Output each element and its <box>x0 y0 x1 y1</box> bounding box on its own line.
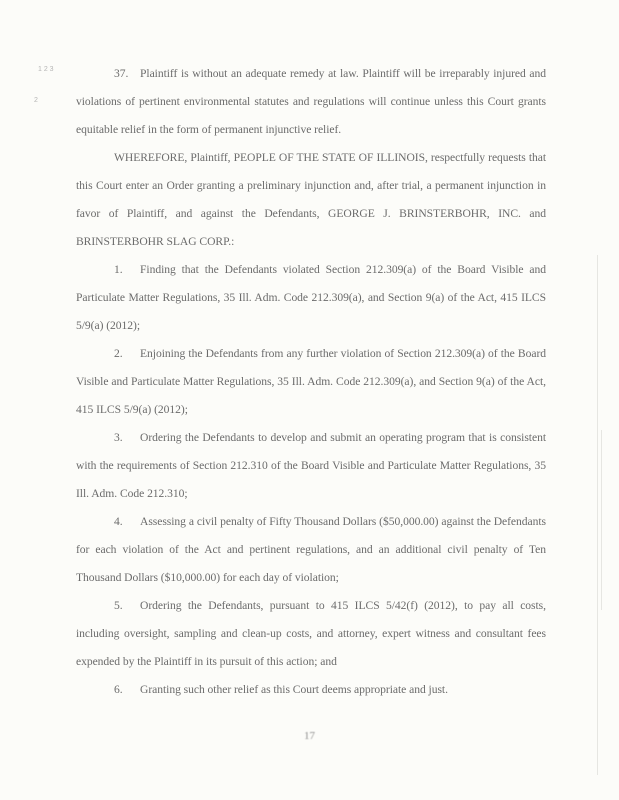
relief-item-1 <box>76 256 546 340</box>
scan-edge-line-2 <box>601 430 602 610</box>
relief-item-4 <box>76 508 546 592</box>
item-text: Assessing a civil penalty of Fifty Thousand Dollars ($50,000.00) against the Defendants for each violation of the Act and pertinent regulations, and an additional civil penalty of Ten Thousand Dollars ($10,000.00) for each day of violation; <box>76 515 546 584</box>
item-text: Ordering the Defendants, pursuant to 415 ILCS 5/42(f) (2012), to pay all costs, including oversight, sampling and clean-up costs, and attorney, expert witness and consultant fees expended by the Plaintiff in its pursuit of this action; and <box>76 599 546 668</box>
item-number: 2. <box>114 347 123 360</box>
item-text: Finding that the Defendants violated Section 212.309(a) of the Board Visible and Particulate Matter Regulations, 35 Ill. Adm. Code 212.309(a), and Section 9(a) of the Act, 415 ILCS 5/9(a) (2012); <box>76 263 546 332</box>
item-number: 1. <box>114 263 123 276</box>
item-text: Granting such other relief as this Court deems appropriate and just. <box>140 683 448 696</box>
page-number: 17 <box>304 730 315 742</box>
item-number: 4. <box>114 515 123 528</box>
relief-item-6 <box>76 676 546 704</box>
scan-mark-top: 1 2 3 <box>38 66 54 73</box>
item-text: Enjoining the Defendants from any further violation of Section 212.309(a) of the Board Visible and Particulate Matter Regulations, 35 Ill. Adm. Code 212.309(a), and Section 9(a) of the Act, 415 ILCS 5/9(a) (2012); <box>76 347 546 416</box>
item-text: Ordering the Defendants to develop and submit an operating program that is consistent with the requirements of Section 212.310 of the Board Visible and Particulate Matter Regulations, 35 Ill. Adm. Code 212.310; <box>76 431 546 500</box>
item-number: 3. <box>114 431 123 444</box>
scan-mark-side: 2 <box>34 97 38 104</box>
wherefore-paragraph <box>76 144 546 256</box>
item-number: 5. <box>114 599 123 612</box>
paragraph-37 <box>76 60 546 144</box>
paragraph-text: WHEREFORE, Plaintiff, PEOPLE OF THE STATE OF ILLINOIS, respectfully requests that this Court enter an Order granting a preliminary injunction and, after trial, a permanent injunction in favor of Plaintiff, and against the Defendants, GEORGE J. BRINSTERBOHR, INC. and BRINSTERBOHR SLAG CORP.: <box>76 151 546 248</box>
relief-item-3 <box>76 424 546 508</box>
paragraph-number: 37. <box>114 67 129 80</box>
paragraph-text: Plaintiff is without an adequate remedy at law. Plaintiff will be irreparably injured and violations of pertinent environmental statutes and regulations will continue unless this Court grants equitable relief in the form of permanent injunctive relief. <box>76 67 546 136</box>
relief-item-5 <box>76 592 546 676</box>
relief-item-2 <box>76 340 546 424</box>
scan-edge-line <box>597 255 598 775</box>
item-number: 6. <box>114 683 123 696</box>
